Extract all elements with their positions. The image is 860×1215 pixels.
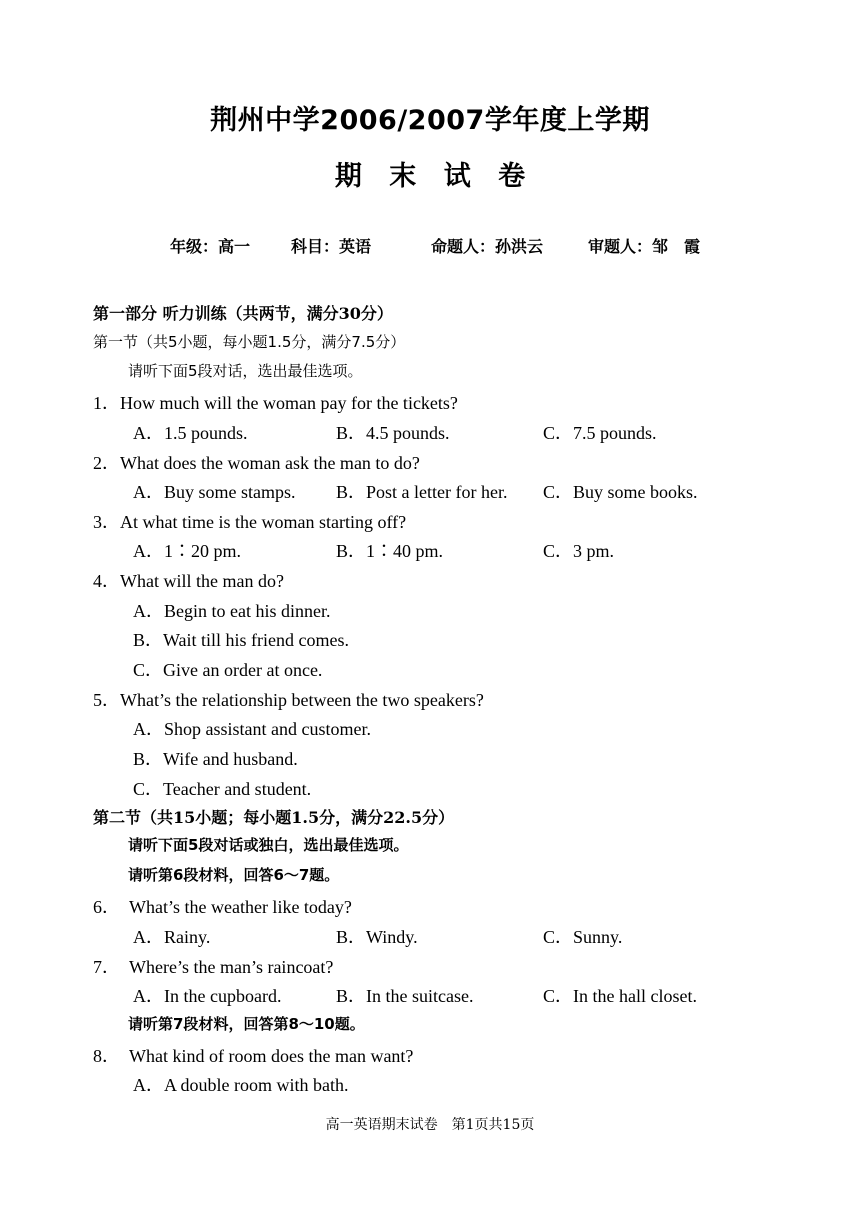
q3-option-c: C．3 pm. <box>543 541 615 561</box>
q5-option-c: C．Teacher and student. <box>133 779 312 799</box>
q3-option-a: A．1∶20 pm. <box>133 541 241 561</box>
q6-option-b: B．Windy. <box>336 927 418 947</box>
q8-option-a: A．A double room with bath. <box>133 1075 349 1095</box>
question-7: 7． Where’s the man’s raincoat? <box>93 957 334 977</box>
q4-option-a: A．Begin to eat his dinner. <box>133 601 331 621</box>
exam-subtitle: 期 末 试 卷 <box>334 161 526 192</box>
section1-heading: 第一节（共5小题，每小题1.5分，满分7.5分） <box>93 333 406 351</box>
section2-instruction: 请听下面5段对话或独白，选出最佳选项。 <box>128 836 409 854</box>
section1-instruction: 请听下面5段对话，选出最佳选项。 <box>128 362 363 380</box>
q7-option-c: C．In the hall closet. <box>543 986 697 1006</box>
grade-label: 年级：高一 <box>170 237 251 256</box>
q4-option-c: C．Give an order at once. <box>133 660 323 680</box>
page-footer: 高一英语期末试卷 第1页共15页 <box>325 1117 535 1133</box>
q5-option-a: A．Shop assistant and customer. <box>133 719 371 739</box>
q7-option-b: B．In the suitcase. <box>336 986 474 1006</box>
exam-title: 荆州中学2006/2007学年度上学期 <box>210 105 650 136</box>
setter-label: 命题人：孙洪云 <box>431 237 544 256</box>
q1-option-b: B．4.5 pounds. <box>336 423 450 443</box>
q2-option-b: B．Post a letter for her. <box>336 482 508 502</box>
question-2: 2．What does the woman ask the man to do? <box>93 453 420 473</box>
part1-heading: 第一部分 听力训练（共两节，满分30分） <box>93 304 393 323</box>
question-1: 1．How much will the woman pay for the tickets? <box>93 393 458 413</box>
passage-7-instruction: 请听第7段材料，回答第8～10题。 <box>128 1015 365 1033</box>
q2-option-c: C．Buy some books. <box>543 482 698 502</box>
q1-option-c: C．7.5 pounds. <box>543 423 657 443</box>
question-5: 5．What’s the relationship between the two speakers? <box>93 690 484 710</box>
question-3: 3．At what time is the woman starting off? <box>93 512 407 532</box>
question-4: 4．What will the man do? <box>93 571 284 591</box>
q6-option-a: A．Rainy. <box>133 927 211 947</box>
subject-label: 科目：英语 <box>291 237 372 256</box>
q2-option-a: A．Buy some stamps. <box>133 482 296 502</box>
q3-option-b: B．1∶40 pm. <box>336 541 444 561</box>
section2-heading: 第二节（共15小题；每小题1.5分，满分22.5分） <box>93 808 455 827</box>
reviewer-label: 审题人：邹 霞 <box>588 237 701 256</box>
q6-option-c: C．Sunny. <box>543 927 623 947</box>
q7-option-a: A．In the cupboard. <box>133 986 282 1006</box>
question-6: 6． What’s the weather like today? <box>93 897 352 917</box>
q5-option-b: B．Wife and husband. <box>133 749 298 769</box>
q1-option-a: A．1.5 pounds. <box>133 423 248 443</box>
question-8: 8． What kind of room does the man want? <box>93 1046 414 1066</box>
q4-option-b: B．Wait till his friend comes. <box>133 630 350 650</box>
passage-6-instruction: 请听第6段材料，回答6～7题。 <box>128 866 340 884</box>
